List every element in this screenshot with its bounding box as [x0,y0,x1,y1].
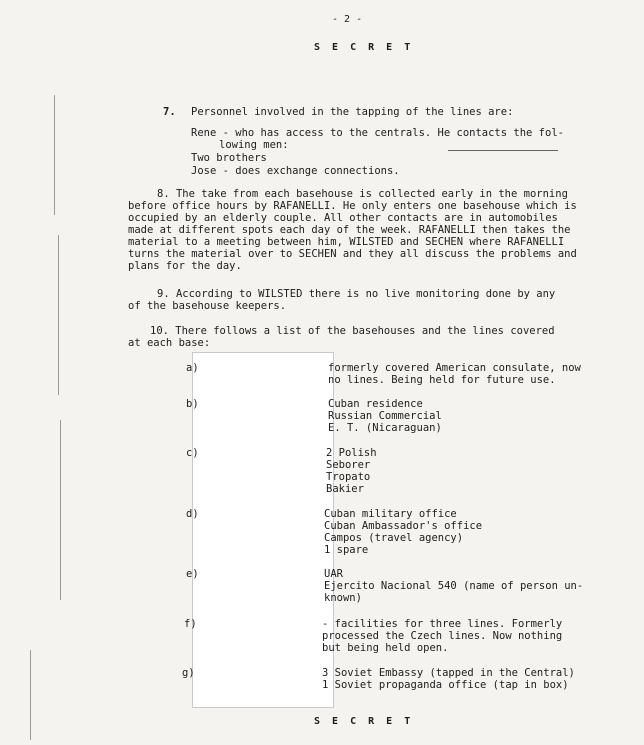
item-f-line: processed the Czech lines. Now nothing [322,630,563,642]
item-c-line: Seborer [326,459,371,471]
para8-line: made at different spots each day of the week. RAFANELLI then takes the [128,224,571,236]
para8-line: material to a meeting between him, WILSTED and SECHEN where RAFANELLI [128,236,565,248]
margin-scan-line [30,650,31,740]
item-c-line: Tropato [326,471,371,483]
para8-line: plans for the day. [128,260,242,272]
item-d-line: Cuban Ambassador's office [324,520,483,532]
item-g-line: 3 Soviet Embassy (tapped in the Central) [322,667,575,679]
item-a-line: no lines. Being held for future use. [328,374,556,386]
item-b-line: Russian Commercial [328,410,442,422]
item-label-b: b) [186,398,199,410]
para7-rene-cont: lowing men: [219,139,289,151]
para7-brothers: Two brothers [191,152,267,164]
item-e-line: known) [324,592,362,604]
item-c-line: Bakier [326,483,364,495]
margin-scan-line [58,235,59,395]
para9-line: 9. According to WILSTED there is no live monitoring done by any [157,288,556,300]
para9-line: of the basehouse keepers. [128,300,287,312]
para8-line: occupied by an elderly couple. All other contacts are in automobiles [128,212,558,224]
item-label-c: c) [186,447,199,459]
para7-text: Personnel involved in the tapping of the lines are: [191,106,514,118]
item-c-line: 2 Polish [326,447,377,459]
redaction-box [192,352,334,708]
item-b-line: Cuban residence [328,398,423,410]
item-d-line: 1 spare [324,544,369,556]
para7-jose: Jose - does exchange connections. [191,165,400,177]
classification-footer: S E C R E T [314,716,414,727]
item-label-e: e) [186,568,199,580]
para7-number: 7. [163,106,176,118]
page-number: - 2 - [332,14,363,25]
item-e-line: UAR [324,568,343,580]
item-f-line: - facilities for three lines. Formerly [322,618,563,630]
item-d-line: Cuban military office [324,508,457,520]
item-a-line: formerly covered American consulate, now [328,362,581,374]
para10-line: 10. There follows a list of the basehouses and the lines covered [150,325,555,337]
handwritten-underline [448,150,558,151]
para8-line: 8. The take from each basehouse is collected early in the morning [157,188,568,200]
margin-scan-line [60,420,61,600]
para10-line: at each base: [128,337,211,349]
para7-rene: Rene - who has access to the centrals. He contacts the fol- [191,127,564,139]
item-b-line: E. T. (Nicaraguan) [328,422,442,434]
para8-line: turns the material over to SECHEN and they all discuss the problems and [128,248,577,260]
item-label-a: a) [186,362,199,374]
para8-line: before office hours by RAFANELLI. He only enters one basehouse which is [128,200,577,212]
item-label-f: f) [184,618,197,630]
item-d-line: Campos (travel agency) [324,532,464,544]
item-f-line: but being held open. [322,642,449,654]
margin-scan-line [54,95,55,215]
item-g-line: 1 Soviet propaganda office (tap in box) [322,679,569,691]
classification-header: S E C R E T [314,42,414,53]
item-label-g: g) [182,667,195,679]
item-e-line: Ejercito Nacional 540 (name of person un- [324,580,584,592]
item-label-d: d) [186,508,199,520]
